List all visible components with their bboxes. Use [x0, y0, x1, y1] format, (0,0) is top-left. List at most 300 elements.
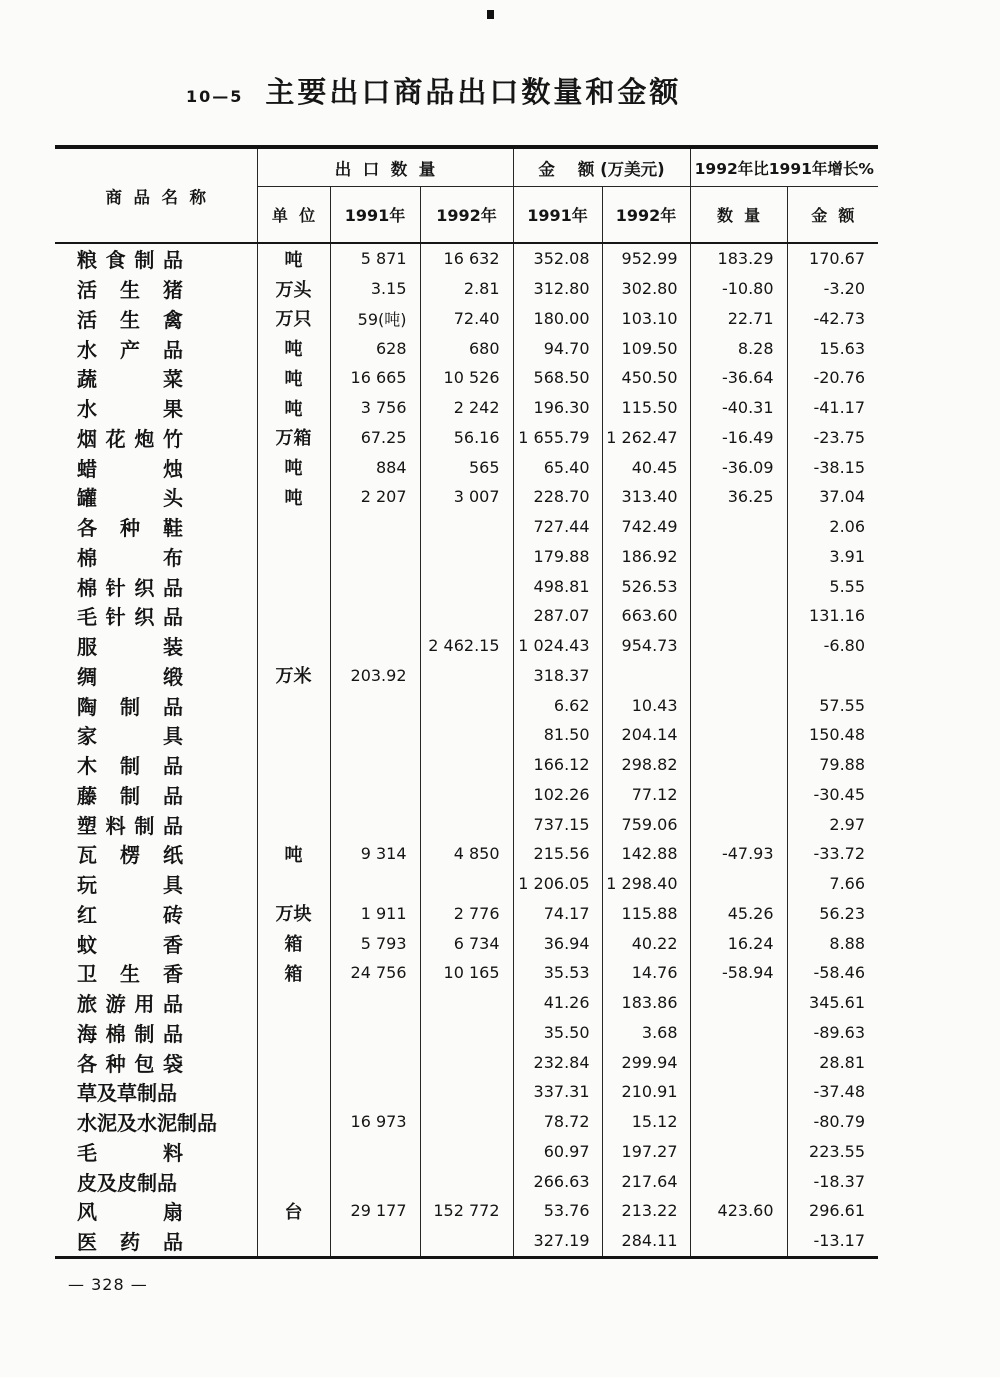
cell-a91: 78.72 [513, 1107, 602, 1137]
cell-a91: 312.80 [513, 274, 602, 304]
cell-unit: 万头 [257, 274, 330, 304]
cell-ga: -13.17 [787, 1226, 878, 1257]
cell-a92: 15.12 [602, 1107, 690, 1137]
commodity-name: 家具 [77, 724, 183, 749]
cell-name [55, 661, 257, 691]
cell-a91: 166.12 [513, 750, 602, 780]
cell-unit [257, 631, 330, 661]
cell-a92: 109.50 [602, 333, 690, 363]
cell-gq [690, 1226, 787, 1257]
cell-gq [690, 780, 787, 810]
cell-a92: 302.80 [602, 274, 690, 304]
cell-a92: 3.68 [602, 1018, 690, 1048]
cell-gq [690, 601, 787, 631]
table-row [55, 482, 878, 512]
cell-q91 [330, 1077, 420, 1107]
cell-a92: 299.94 [602, 1047, 690, 1077]
cell-unit: 箱 [257, 958, 330, 988]
commodity-name: 旅游用品 [77, 992, 183, 1017]
header-amt-1992: 1992年 [602, 187, 690, 244]
cell-ga: 37.04 [787, 482, 878, 512]
cell-name [55, 601, 257, 631]
table-row [55, 1018, 878, 1048]
cell-a92: 10.43 [602, 690, 690, 720]
cell-gq: 16.24 [690, 928, 787, 958]
cell-a91: 232.84 [513, 1047, 602, 1077]
cell-a91: 1 206.05 [513, 869, 602, 899]
commodity-name: 各种鞋 [77, 516, 183, 541]
cell-a92: 526.53 [602, 571, 690, 601]
cell-a91: 35.50 [513, 1018, 602, 1048]
cell-gq [690, 869, 787, 899]
commodity-name: 塑料制品 [77, 813, 183, 838]
table-row [55, 1166, 878, 1196]
cell-ga: -6.80 [787, 631, 878, 661]
table-row [55, 1047, 878, 1077]
cell-a91: 498.81 [513, 571, 602, 601]
cell-q92: 3 007 [420, 482, 513, 512]
scan-artifact [487, 10, 494, 19]
cell-a91: 41.26 [513, 988, 602, 1018]
header-qty-1991: 1991年 [330, 187, 420, 244]
commodity-name: 毛料 [77, 1140, 183, 1165]
cell-ga: 5.55 [787, 571, 878, 601]
cell-ga: -42.73 [787, 304, 878, 334]
cell-a91: 94.70 [513, 333, 602, 363]
header-growth-group: 1992年比1991年增长% [690, 147, 878, 187]
cell-gq [690, 1107, 787, 1137]
cell-q92: 2 462.15 [420, 631, 513, 661]
cell-a92: 186.92 [602, 542, 690, 572]
cell-a92: 103.10 [602, 304, 690, 334]
table-row [55, 542, 878, 572]
cell-unit [257, 1226, 330, 1257]
cell-name [55, 423, 257, 453]
cell-a92 [602, 661, 690, 691]
cell-ga: -80.79 [787, 1107, 878, 1137]
table-row [55, 304, 878, 334]
cell-q92 [420, 690, 513, 720]
commodity-name: 水泥及水泥制品 [77, 1111, 217, 1136]
cell-ga [787, 661, 878, 691]
cell-a92: 40.22 [602, 928, 690, 958]
cell-ga: 170.67 [787, 243, 878, 274]
cell-q91 [330, 809, 420, 839]
table-row [55, 928, 878, 958]
cell-name [55, 1077, 257, 1107]
cell-a92: 217.64 [602, 1166, 690, 1196]
cell-a92: 450.50 [602, 363, 690, 393]
cell-name [55, 690, 257, 720]
cell-name [55, 899, 257, 929]
cell-q92 [420, 988, 513, 1018]
cell-q92: 2 242 [420, 393, 513, 423]
cell-a92: 115.50 [602, 393, 690, 423]
commodity-name: 卫生香 [77, 962, 183, 987]
cell-a91: 102.26 [513, 780, 602, 810]
cell-gq [690, 571, 787, 601]
cell-a92: 298.82 [602, 750, 690, 780]
commodity-name: 棉针织品 [77, 575, 183, 600]
cell-ga: -37.48 [787, 1077, 878, 1107]
cell-q91 [330, 690, 420, 720]
cell-a92: 952.99 [602, 243, 690, 274]
commodity-name: 水产品 [77, 337, 183, 362]
cell-name [55, 243, 257, 274]
table-row [55, 1077, 878, 1107]
cell-ga: 296.61 [787, 1196, 878, 1226]
cell-a91: 318.37 [513, 661, 602, 691]
cell-gq: 183.29 [690, 243, 787, 274]
cell-a92: 210.91 [602, 1077, 690, 1107]
cell-q92 [420, 542, 513, 572]
table-row [55, 1226, 878, 1257]
page-number: — 328 — [68, 1274, 148, 1294]
cell-ga: 56.23 [787, 899, 878, 929]
cell-name [55, 1107, 257, 1137]
cell-name [55, 1047, 257, 1077]
cell-unit: 箱 [257, 928, 330, 958]
cell-q92: 152 772 [420, 1196, 513, 1226]
cell-q91: 2 207 [330, 482, 420, 512]
cell-ga: 79.88 [787, 750, 878, 780]
cell-a91: 60.97 [513, 1137, 602, 1167]
cell-gq [690, 1077, 787, 1107]
commodity-name: 蔬菜 [77, 367, 183, 392]
cell-q92: 10 165 [420, 958, 513, 988]
cell-gq: -36.09 [690, 452, 787, 482]
cell-a91: 337.31 [513, 1077, 602, 1107]
cell-a91: 215.56 [513, 839, 602, 869]
commodity-name: 木制品 [77, 754, 183, 779]
cell-name [55, 988, 257, 1018]
header-growth-qty: 数 量 [690, 187, 787, 244]
cell-q91: 3 756 [330, 393, 420, 423]
cell-gq: -36.64 [690, 363, 787, 393]
cell-q91 [330, 1018, 420, 1048]
cell-name [55, 1196, 257, 1226]
header-unit: 单 位 [257, 187, 330, 244]
cell-q91 [330, 1137, 420, 1167]
commodity-name: 活生禽 [77, 307, 183, 332]
cell-q91 [330, 720, 420, 750]
cell-unit [257, 601, 330, 631]
table-row [55, 1196, 878, 1226]
table-header [55, 147, 878, 243]
cell-gq: 36.25 [690, 482, 787, 512]
table-row [55, 423, 878, 453]
cell-q92: 4 850 [420, 839, 513, 869]
cell-a92: 954.73 [602, 631, 690, 661]
cell-a92: 759.06 [602, 809, 690, 839]
table-number: 10—5 [186, 87, 244, 106]
cell-unit: 万只 [257, 304, 330, 334]
cell-name [55, 571, 257, 601]
cell-q92: 16 632 [420, 243, 513, 274]
cell-q91: 59(吨) [330, 304, 420, 334]
cell-gq [690, 1018, 787, 1048]
table-row [55, 363, 878, 393]
table-row [55, 661, 878, 691]
cell-gq: 22.71 [690, 304, 787, 334]
cell-a92: 14.76 [602, 958, 690, 988]
cell-q92 [420, 1166, 513, 1196]
table-row [55, 988, 878, 1018]
cell-q92 [420, 750, 513, 780]
cell-q92 [420, 720, 513, 750]
cell-gq: 45.26 [690, 899, 787, 929]
cell-a92: 1 298.40 [602, 869, 690, 899]
cell-unit [257, 1018, 330, 1048]
cell-a92: 213.22 [602, 1196, 690, 1226]
cell-unit: 万块 [257, 899, 330, 929]
cell-a92: 1 262.47 [602, 423, 690, 453]
cell-gq [690, 809, 787, 839]
cell-unit [257, 750, 330, 780]
commodity-name: 瓦楞纸 [77, 843, 183, 868]
cell-q91: 16 973 [330, 1107, 420, 1137]
cell-ga: 345.61 [787, 988, 878, 1018]
cell-name [55, 274, 257, 304]
commodity-name: 草及草制品 [77, 1081, 177, 1106]
cell-a92: 313.40 [602, 482, 690, 512]
cell-ga: -30.45 [787, 780, 878, 810]
table-row [55, 333, 878, 363]
cell-unit: 吨 [257, 839, 330, 869]
cell-ga: 7.66 [787, 869, 878, 899]
cell-q91: 24 756 [330, 958, 420, 988]
cell-ga: -20.76 [787, 363, 878, 393]
cell-name [55, 839, 257, 869]
cell-q92: 56.16 [420, 423, 513, 453]
cell-a92: 742.49 [602, 512, 690, 542]
cell-q92 [420, 780, 513, 810]
cell-name [55, 809, 257, 839]
cell-a92: 40.45 [602, 452, 690, 482]
cell-ga: -33.72 [787, 839, 878, 869]
cell-unit: 台 [257, 1196, 330, 1226]
cell-unit [257, 571, 330, 601]
cell-ga: -3.20 [787, 274, 878, 304]
cell-gq: 8.28 [690, 333, 787, 363]
table-row [55, 720, 878, 750]
cell-q91 [330, 571, 420, 601]
cell-q91: 16 665 [330, 363, 420, 393]
cell-unit [257, 1077, 330, 1107]
cell-q91 [330, 869, 420, 899]
cell-gq: 423.60 [690, 1196, 787, 1226]
cell-name [55, 780, 257, 810]
cell-a91: 1 024.43 [513, 631, 602, 661]
cell-name [55, 928, 257, 958]
cell-unit: 吨 [257, 333, 330, 363]
cell-a91: 266.63 [513, 1166, 602, 1196]
cell-a91: 179.88 [513, 542, 602, 572]
table-row [55, 750, 878, 780]
header-quantity-group: 出 口 数 量 [257, 147, 513, 187]
cell-ga: 131.16 [787, 601, 878, 631]
cell-ga: 57.55 [787, 690, 878, 720]
commodity-name: 服装 [77, 635, 183, 660]
cell-gq: -47.93 [690, 839, 787, 869]
cell-a92: 183.86 [602, 988, 690, 1018]
cell-unit [257, 809, 330, 839]
cell-name [55, 1018, 257, 1048]
cell-a91: 65.40 [513, 452, 602, 482]
commodity-name: 毛针织品 [77, 605, 183, 630]
cell-ga: -58.46 [787, 958, 878, 988]
cell-a91: 36.94 [513, 928, 602, 958]
cell-name [55, 363, 257, 393]
commodity-name: 水果 [77, 397, 183, 422]
cell-unit [257, 512, 330, 542]
cell-q92 [420, 809, 513, 839]
table-row [55, 1107, 878, 1137]
table-row [55, 839, 878, 869]
cell-name [55, 1226, 257, 1257]
cell-a91: 352.08 [513, 243, 602, 274]
cell-a92: 663.60 [602, 601, 690, 631]
cell-unit [257, 780, 330, 810]
page-title [186, 0, 1000, 111]
cell-a91: 74.17 [513, 899, 602, 929]
cell-a91: 287.07 [513, 601, 602, 631]
cell-q92 [420, 1226, 513, 1257]
cell-q92 [420, 1047, 513, 1077]
commodity-name: 陶制品 [77, 694, 183, 719]
cell-unit: 万箱 [257, 423, 330, 453]
cell-name [55, 333, 257, 363]
cell-q92 [420, 869, 513, 899]
cell-a91: 196.30 [513, 393, 602, 423]
cell-q92 [420, 1077, 513, 1107]
cell-q92: 10 526 [420, 363, 513, 393]
cell-unit: 吨 [257, 243, 330, 274]
cell-unit [257, 1047, 330, 1077]
cell-name [55, 512, 257, 542]
cell-unit [257, 542, 330, 572]
table-row [55, 780, 878, 810]
cell-gq: -40.31 [690, 393, 787, 423]
table-row [55, 243, 878, 274]
cell-a91: 35.53 [513, 958, 602, 988]
cell-gq [690, 661, 787, 691]
export-table [55, 145, 878, 1259]
cell-q91: 67.25 [330, 423, 420, 453]
commodity-name: 各种包袋 [77, 1051, 183, 1076]
cell-q91: 203.92 [330, 661, 420, 691]
table-row [55, 899, 878, 929]
cell-ga: -18.37 [787, 1166, 878, 1196]
cell-unit [257, 988, 330, 1018]
cell-name [55, 750, 257, 780]
cell-q92: 565 [420, 452, 513, 482]
table-body [55, 243, 878, 1257]
cell-gq [690, 1166, 787, 1196]
table-row [55, 393, 878, 423]
cell-a91: 81.50 [513, 720, 602, 750]
cell-a92: 204.14 [602, 720, 690, 750]
title-text: 主要出口商品出口数量和金额 [265, 75, 682, 109]
cell-unit: 万米 [257, 661, 330, 691]
cell-gq: -16.49 [690, 423, 787, 453]
cell-ga: 15.63 [787, 333, 878, 363]
cell-ga: 150.48 [787, 720, 878, 750]
commodity-name: 绸缎 [77, 664, 183, 689]
cell-name [55, 869, 257, 899]
cell-q92 [420, 601, 513, 631]
cell-gq: -10.80 [690, 274, 787, 304]
cell-q91 [330, 1047, 420, 1077]
cell-q92 [420, 1137, 513, 1167]
cell-q92 [420, 571, 513, 601]
cell-ga: 3.91 [787, 542, 878, 572]
cell-q91 [330, 601, 420, 631]
cell-gq [690, 512, 787, 542]
cell-gq [690, 1137, 787, 1167]
cell-q91: 5 871 [330, 243, 420, 274]
cell-a91: 568.50 [513, 363, 602, 393]
cell-a91: 6.62 [513, 690, 602, 720]
commodity-name: 红砖 [77, 902, 183, 927]
cell-gq [690, 631, 787, 661]
cell-a91: 737.15 [513, 809, 602, 839]
cell-q91: 884 [330, 452, 420, 482]
cell-q91 [330, 512, 420, 542]
cell-name [55, 304, 257, 334]
cell-ga: -38.15 [787, 452, 878, 482]
cell-unit [257, 720, 330, 750]
cell-gq [690, 988, 787, 1018]
cell-q91: 628 [330, 333, 420, 363]
cell-ga: -41.17 [787, 393, 878, 423]
cell-gq [690, 690, 787, 720]
table-row [55, 631, 878, 661]
cell-q91 [330, 780, 420, 810]
commodity-name: 罐头 [77, 486, 183, 511]
cell-q92 [420, 1018, 513, 1048]
cell-gq [690, 750, 787, 780]
cell-gq [690, 542, 787, 572]
commodity-name: 医药品 [77, 1230, 183, 1255]
cell-q91: 9 314 [330, 839, 420, 869]
table-row [55, 512, 878, 542]
commodity-name: 棉布 [77, 545, 183, 570]
commodity-name: 烟花炮竹 [77, 426, 183, 451]
commodity-name: 风扇 [77, 1200, 183, 1225]
commodity-name: 藤制品 [77, 783, 183, 808]
cell-q91 [330, 1166, 420, 1196]
cell-name [55, 393, 257, 423]
cell-ga: 8.88 [787, 928, 878, 958]
cell-q91 [330, 750, 420, 780]
cell-unit [257, 1107, 330, 1137]
cell-q91: 29 177 [330, 1196, 420, 1226]
table-row [55, 274, 878, 304]
cell-name [55, 482, 257, 512]
cell-name [55, 631, 257, 661]
cell-q91: 5 793 [330, 928, 420, 958]
commodity-name: 蜡烛 [77, 456, 183, 481]
cell-ga: -89.63 [787, 1018, 878, 1048]
table-row [55, 809, 878, 839]
cell-unit: 吨 [257, 363, 330, 393]
cell-unit [257, 869, 330, 899]
cell-gq [690, 1047, 787, 1077]
table-row [55, 452, 878, 482]
cell-unit [257, 1166, 330, 1196]
cell-unit [257, 690, 330, 720]
